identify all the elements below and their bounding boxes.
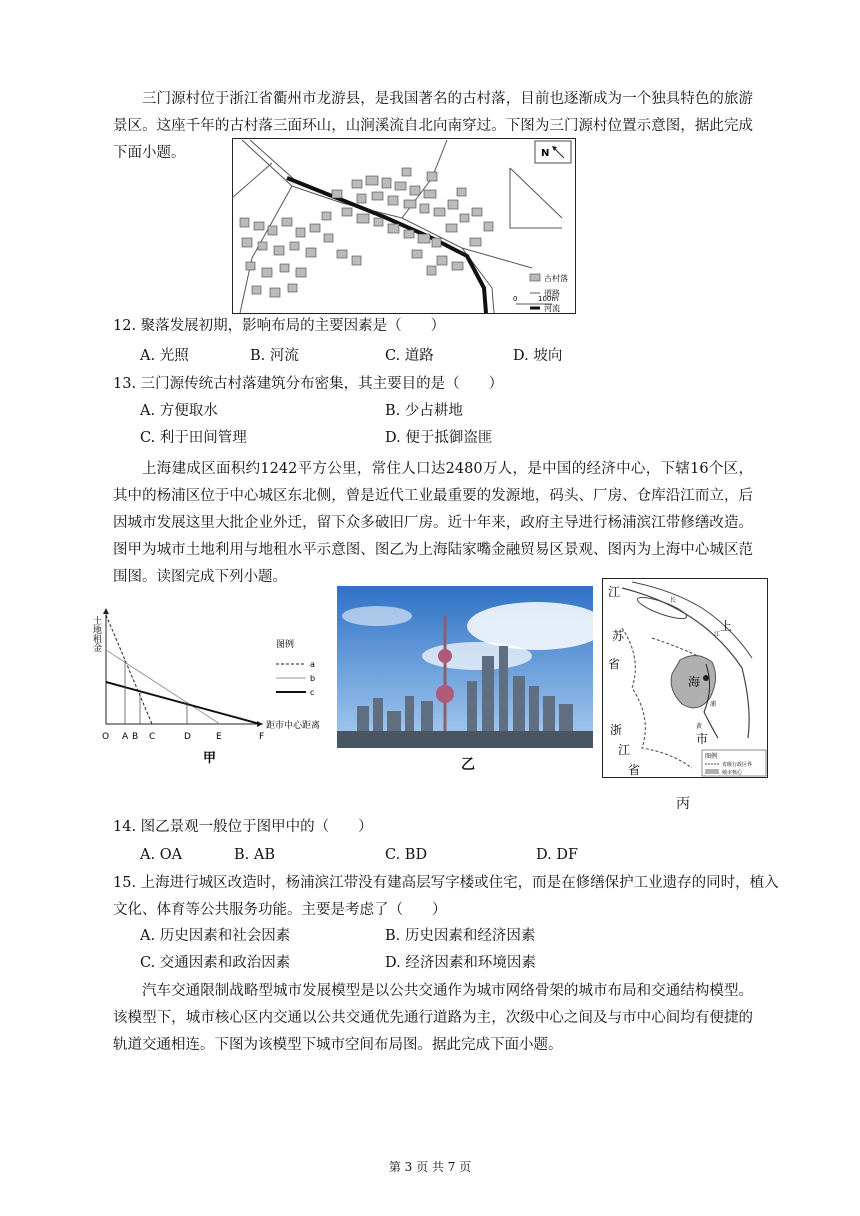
question-15-stem-line1: 15. 上海进行城区改造时，杨浦滨江带没有建高层写字楼或住宅，而是在修缮保护工业遗存的同时，植入 <box>113 875 779 891</box>
label-jiang: 江 <box>608 585 621 599</box>
label-huang: 黄 <box>696 723 703 730</box>
tick-b: B <box>132 732 139 742</box>
label-hai: 海 <box>688 675 701 689</box>
q13-option-a[interactable]: A. 方便取水 <box>140 403 218 419</box>
q13-option-d[interactable]: D. 便于抵御盗匪 <box>385 430 493 446</box>
label-pu: 浦 <box>710 701 717 708</box>
lujiazui-skyline-photo <box>337 586 593 748</box>
map-legend-title: 图例 <box>705 753 718 760</box>
legend-village-swatch <box>530 274 540 281</box>
q15-option-b[interactable]: B. 历史因素和经济因素 <box>385 928 536 944</box>
legend-core: 城市核心 <box>722 770 743 776</box>
question-12-stem: 12. 聚落发展初期，影响布局的主要因素是（ ） <box>113 318 446 334</box>
passage-transit-model: 汽车交通限制战略型城市发展模型是以公共交通作为城市网络骨架的城市布局和交通结构模型。该模型下，城市核心区内交通以公共交通优先通行道路为主，次级中心之间及与市中心间均有便捷的轨道交通相连。下图为该模型下城市空间布局图。据此完成下面小题。 <box>113 983 753 1053</box>
q12-option-b[interactable]: B. 河流 <box>250 348 299 364</box>
q15-option-a[interactable]: A. 历史因素和社会因素 <box>140 928 291 944</box>
scale-distance: 100m <box>538 295 559 303</box>
legend-boundary: 省级行政区界 <box>722 762 753 768</box>
y-axis-label: 土地租金 <box>91 616 101 652</box>
question-15-stem-line2: 文化、体育等公共服务功能。主要是考虑了（ ） <box>113 902 447 918</box>
q15-option-c[interactable]: C. 交通因素和政治因素 <box>140 955 291 971</box>
legend-village: 古村落 <box>544 274 568 283</box>
legend-river: 河流 <box>544 304 560 313</box>
tick-a: A <box>122 732 129 742</box>
x-axis-label: 距市中心距离 <box>266 721 321 731</box>
line-c <box>106 682 260 724</box>
label-sheng-1: 省 <box>608 657 621 671</box>
q14-option-b[interactable]: B. AB <box>234 847 276 863</box>
figure-jia-caption: 甲 <box>203 751 217 766</box>
tick-o: O <box>102 732 110 742</box>
q15-option-d[interactable]: D. 经济因素和环境因素 <box>385 955 536 971</box>
north-label: N <box>541 148 550 159</box>
tick-f: F <box>259 732 265 742</box>
line-a <box>106 615 152 724</box>
shanghai-central-area-map <box>602 578 768 778</box>
label-jiang-2: 江 <box>618 743 631 757</box>
legend-c: c <box>310 688 315 697</box>
figure-bing-caption: 丙 <box>676 796 690 812</box>
label-chang: 长 <box>670 597 677 604</box>
figure-yi-caption: 乙 <box>461 757 475 773</box>
q14-option-d[interactable]: D. DF <box>536 847 579 863</box>
legend-road: 道路 <box>544 289 560 298</box>
passage-shanghai: 上海建成区面积约1242平方公里，常住人口达2480万人，是中国的经济中心，下辖16个区，其中的杨浦区位于中心城区东北侧，曾是近代工业最重要的发源地，码头、厂房、仓库沿江而立，后因城市发展这里大批企业外迁，留下众多破旧厂房。近十年来，政府主导进行杨浦滨江带修缮改造。图甲为城市土地利用与地租水平示意图、图乙为上海陆家嘴金融贸易区景观、图丙为上海中心城区范围图。读图完成下列小题。 <box>113 461 753 585</box>
tick-e: E <box>216 732 222 742</box>
label-shi: 市 <box>696 732 709 746</box>
page-number: 第 3 页 共 7 页 <box>388 1160 472 1174</box>
land-rent-chart <box>88 600 338 770</box>
q12-option-d[interactable]: D. 坡向 <box>513 348 563 364</box>
label-shang: 上 <box>720 619 733 633</box>
label-sheng-2: 省 <box>628 763 641 777</box>
q12-option-a[interactable]: A. 光照 <box>140 348 189 364</box>
question-14-stem: 14. 图乙景观一般位于图甲中的（ ） <box>113 819 373 835</box>
tick-d: D <box>184 732 191 742</box>
legend-title: 图例 <box>276 640 295 650</box>
legend-b: b <box>310 674 316 683</box>
passage-sanmenyuan: 三门源村位于浙江省衢州市龙游县，是我国著名的古村落，目前也逐渐成为一个独具特色的旅游景区。这座千年的古村落三面环山，山涧溪流自北向南穿过。下图为三门源村位置示意图，据此完成下面小题。 <box>113 91 753 161</box>
label-zhe: 浙 <box>610 723 623 737</box>
q13-option-b[interactable]: B. 少占耕地 <box>385 403 463 419</box>
scale-zero: 0 <box>513 295 518 303</box>
label-su: 苏 <box>612 629 625 643</box>
sanmenyuan-location-map <box>232 138 576 314</box>
label-jiang-river: 江 <box>714 631 721 638</box>
question-13-stem: 13. 三门源传统古村落建筑分布密集，其主要目的是（ ） <box>113 376 504 392</box>
legend-a: a <box>310 660 315 669</box>
q14-option-c[interactable]: C. BD <box>385 847 428 863</box>
tick-c: C <box>149 732 156 742</box>
q14-option-a[interactable]: A. OA <box>140 847 183 863</box>
q12-option-c[interactable]: C. 道路 <box>385 348 434 364</box>
q13-option-c[interactable]: C. 利于田间管理 <box>140 430 247 446</box>
